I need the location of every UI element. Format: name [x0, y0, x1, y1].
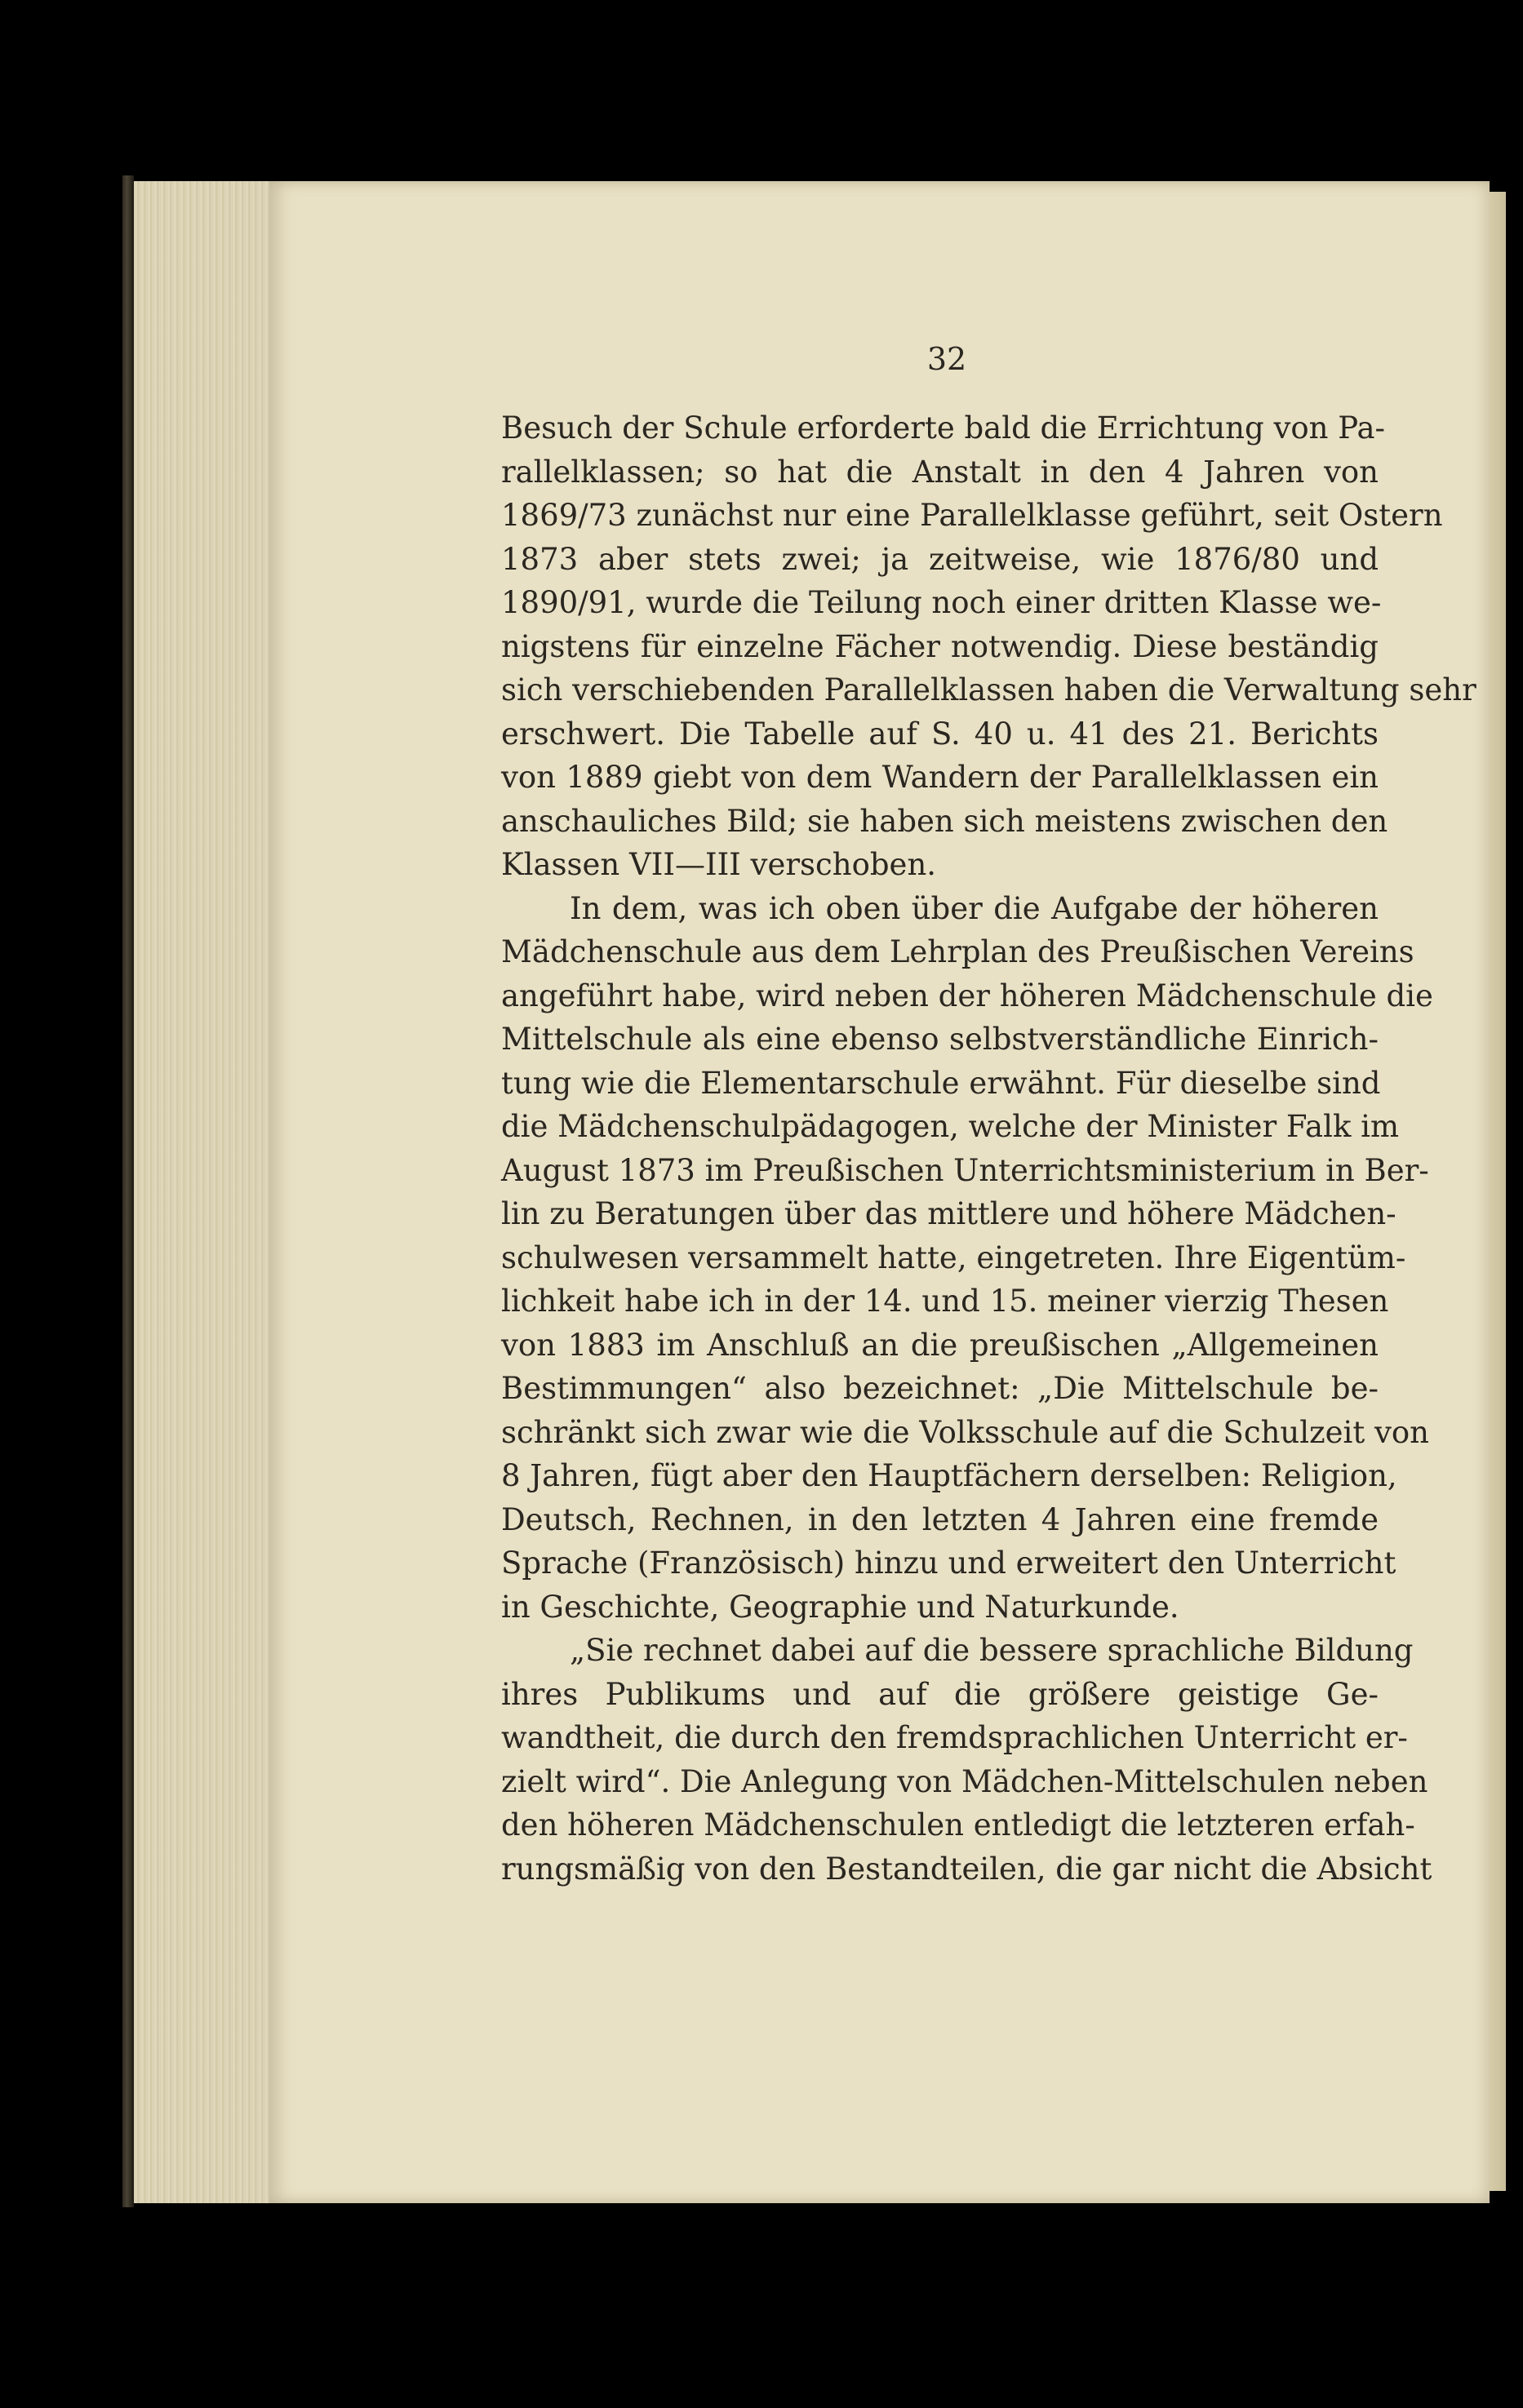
text-line: 8 Jahren, fügt aber den Hauptfächern derselben: Religion,: [501, 1458, 1397, 1493]
page-text: [501, 406, 1476, 1891]
text-line: lichkeit habe ich in der 14. und 15. meiner vierzig Thesen: [501, 1284, 1389, 1319]
text-line: wandtheit, die durch den fremdsprachlichen Unterricht er-: [501, 1720, 1408, 1755]
text-line: Deutsch, Rechnen, in den letzten 4 Jahren eine fremde: [501, 1501, 1379, 1537]
text-line: tung wie die Elementarschule erwähnt. Für dieselbe sind: [501, 1065, 1381, 1101]
text-line: Mittelschule als eine ebenso selbstverständliche Einrich-: [501, 1022, 1379, 1057]
text-line: den höheren Mädchenschulen entledigt die letzteren erfah-: [501, 1807, 1415, 1843]
text-line: schränkt sich zwar wie die Volksschule auf die Schulzeit von: [501, 1414, 1429, 1450]
text-line: rallelklassen; so hat die Anstalt in den 4 Jahren von: [501, 454, 1379, 490]
text-line: Sprache (Französisch) hinzu und erweitert den Unterricht: [501, 1545, 1396, 1581]
text-line: 1873 aber stets zwei; ja zeitweise, wie 1876/80 und: [501, 541, 1379, 577]
text-line: Bestimmungen“ also bezeichnet: „Die Mittelschule be-: [501, 1371, 1379, 1406]
text-line: Mädchenschule aus dem Lehrplan des Preußischen Vereins: [501, 934, 1414, 969]
page-number: 32: [926, 341, 967, 377]
text-line: 1890/91, wurde die Teilung noch einer dritten Klasse we-: [501, 585, 1382, 620]
text-line: von 1889 giebt von dem Wandern der Parallelklassen ein: [501, 760, 1379, 795]
text-line: die Mädchenschulpädagogen, welche der Minister Falk im: [501, 1109, 1400, 1144]
text-line: in Geschichte, Geographie und Naturkunde.: [501, 1589, 1179, 1625]
text-line: anschauliches Bild; sie haben sich meistens zwischen den: [501, 803, 1388, 839]
text-line: lin zu Beratungen über das mittlere und höhere Mädchen-: [501, 1196, 1396, 1231]
book-spine-edge: [122, 175, 134, 2207]
text-line: von 1883 im Anschluß an die preußischen „Allgemeinen: [501, 1327, 1379, 1363]
text-line: schulwesen versammelt hatte, eingetreten. Ihre Eigentüm-: [501, 1239, 1406, 1275]
text-line: 1869/73 zunächst nur eine Parallelklasse geführt, seit Ostern: [501, 498, 1443, 533]
page-stack-edges: [134, 181, 277, 2203]
text-line: zielt wird“. Die Anlegung von Mädchen-Mittelschulen neben: [501, 1763, 1428, 1799]
text-line: erschwert. Die Tabelle auf S. 40 u. 41 des 21. Berichts: [501, 716, 1379, 752]
page-right-edge: [1490, 192, 1506, 2191]
text-line: „Sie rechnet dabei auf die bessere sprachliche Bildung: [570, 1633, 1414, 1668]
text-line: rungsmäßig von den Bestandteilen, die gar nicht die Absicht: [501, 1851, 1432, 1887]
text-line: nigstens für einzelne Fächer notwendig. Diese beständig: [501, 628, 1379, 664]
text-line: ihres Publikums und auf die größere geistige Ge-: [501, 1676, 1379, 1712]
text-line: angeführt habe, wird neben der höheren Mädchenschule die: [501, 978, 1433, 1013]
text-line: August 1873 im Preußischen Unterrichtsministerium in Ber-: [501, 1152, 1429, 1188]
text-line: In dem, was ich oben über die Aufgabe der höheren: [570, 890, 1379, 926]
text-line: Besuch der Schule erforderte bald die Errichtung von Pa-: [501, 410, 1386, 446]
text-line: sich verschiebenden Parallelklassen haben die Verwaltung sehr: [501, 672, 1476, 707]
text-line: Klassen VII—III verschoben.: [501, 847, 937, 882]
